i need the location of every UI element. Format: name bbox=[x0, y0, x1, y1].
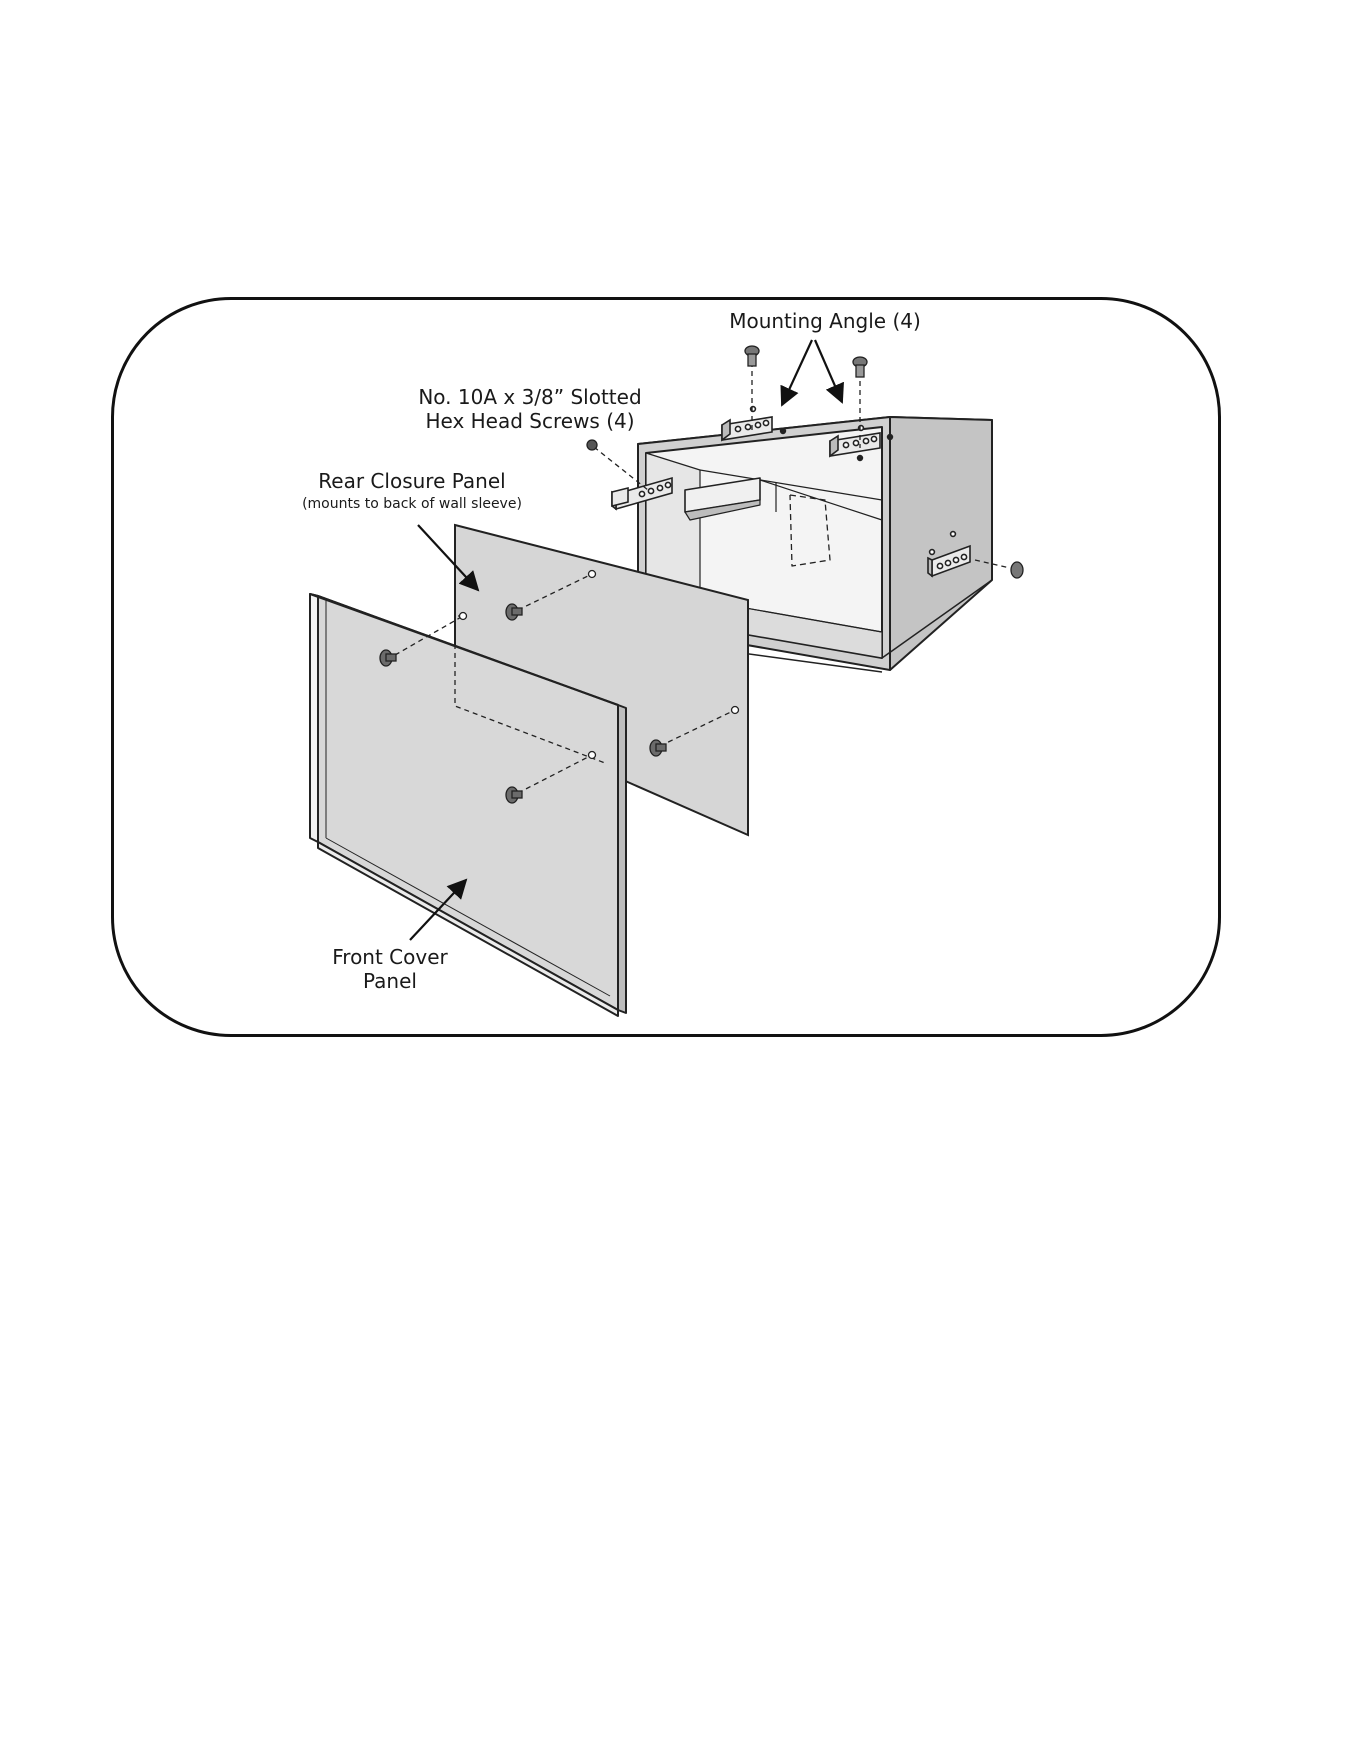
label-rear-closure-note: (mounts to back of wall sleeve) bbox=[302, 496, 522, 512]
label-screws-line1: No. 10A x 3/8” Slotted bbox=[418, 385, 642, 409]
label-front-line1: Front Cover bbox=[332, 945, 448, 969]
label-screws-line2: Hex Head Screws (4) bbox=[425, 408, 635, 433]
label-mounting-angle: Mounting Angle (4) bbox=[729, 309, 921, 333]
label-front-cover-panel bbox=[300, 946, 480, 993]
label-front-line2: Panel bbox=[363, 968, 417, 993]
arrow-mounting-angle-left bbox=[782, 340, 812, 405]
box-side-face bbox=[890, 417, 992, 670]
arrow-mounting-angle-right bbox=[815, 340, 842, 402]
label-screws bbox=[380, 386, 680, 433]
label-rear-closure-panel: Rear Closure Panel bbox=[318, 469, 506, 493]
